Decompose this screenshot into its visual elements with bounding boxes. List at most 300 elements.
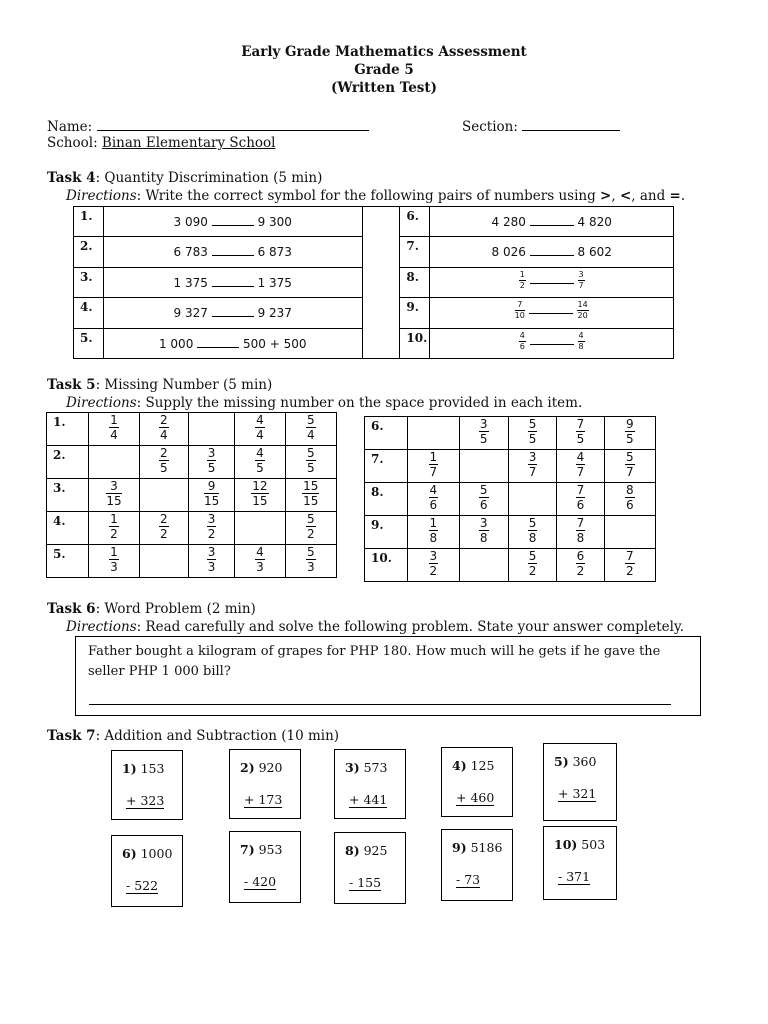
denominator: 15	[252, 494, 268, 508]
answer-blank[interactable]	[212, 306, 254, 317]
missing-number-cell[interactable]	[508, 483, 556, 516]
answer-blank[interactable]	[212, 276, 254, 287]
card-bottom-number: 323	[140, 793, 165, 808]
answer-blank[interactable]	[530, 245, 574, 256]
card-bottom	[456, 790, 494, 806]
numerator: 2	[159, 512, 168, 526]
fraction-cell	[604, 549, 655, 582]
operator: -	[126, 878, 135, 893]
denominator: 4	[306, 428, 315, 442]
denominator: 6	[479, 498, 488, 512]
arithmetic-card	[441, 747, 513, 817]
missing-number-cell[interactable]	[139, 479, 188, 512]
left-number: 8 026	[491, 245, 526, 259]
denominator: 3	[306, 560, 315, 574]
fraction-cell	[508, 417, 556, 450]
denominator: 2	[159, 527, 168, 541]
right-number: 4 820	[577, 215, 612, 229]
school-value: Binan Elementary School	[101, 135, 276, 151]
fraction-cell	[285, 479, 336, 512]
item-number: 7.	[400, 237, 430, 268]
denominator: 5	[207, 461, 216, 475]
compare-item	[430, 329, 674, 359]
task5-row	[47, 512, 337, 545]
arithmetic-card	[229, 831, 301, 903]
task5-right-table	[364, 416, 656, 582]
school-row	[47, 135, 275, 151]
right-fraction	[578, 271, 585, 290]
card-top-number: 920	[254, 760, 283, 775]
compare-item	[103, 268, 362, 298]
card-top	[240, 760, 282, 775]
numerator: 7	[625, 549, 634, 563]
numerator: 3	[479, 516, 488, 530]
numerator: 7	[576, 516, 585, 530]
operator: +	[244, 792, 259, 807]
numerator: 3	[207, 545, 216, 559]
fraction	[576, 418, 586, 445]
card-top-number: 1000	[136, 846, 173, 861]
fraction	[306, 414, 316, 441]
fraction	[255, 414, 265, 441]
fraction-cell	[89, 512, 139, 545]
left-number: 4 280	[491, 215, 526, 229]
missing-number-cell[interactable]	[235, 512, 285, 545]
item-number: 10.	[365, 549, 408, 582]
card-bottom	[349, 875, 381, 891]
task6-directions-label: Directions	[66, 619, 137, 635]
numerator: 7	[576, 483, 585, 497]
numerator: 3	[528, 450, 537, 464]
fraction	[109, 513, 119, 540]
card-top-number: 360	[568, 754, 597, 769]
fraction-cell	[139, 413, 188, 446]
task5-title: : Missing Number (5 min)	[95, 377, 273, 393]
numerator: 5	[306, 413, 315, 427]
task6-label: Task 6	[47, 601, 96, 617]
numerator: 1	[110, 512, 118, 526]
denominator: 8	[479, 531, 488, 545]
card-bottom-number: 441	[363, 792, 388, 807]
denominator: 7	[429, 465, 438, 479]
item-number: 3.	[47, 479, 89, 512]
right-number: 9 237	[257, 306, 292, 320]
left-number: 3 090	[173, 215, 208, 229]
denominator: 2	[519, 281, 525, 290]
card-bottom	[558, 786, 596, 802]
card-number: 1)	[122, 761, 137, 776]
numerator: 4	[429, 483, 438, 497]
denominator: 8	[576, 531, 585, 545]
task4-table	[73, 206, 674, 359]
task5-left-table	[46, 412, 337, 578]
numerator: 2	[159, 413, 168, 427]
compare-item	[430, 298, 674, 329]
denominator: 15	[203, 494, 220, 508]
answer-blank[interactable]	[530, 273, 574, 284]
fraction-cell	[188, 479, 234, 512]
card-bottom-number: 155	[357, 875, 382, 890]
left-fraction	[519, 332, 526, 351]
missing-number-cell[interactable]	[604, 516, 655, 549]
denominator: 7	[576, 465, 585, 479]
fraction-cell	[557, 450, 604, 483]
answer-blank[interactable]	[530, 215, 574, 226]
item-number: 5.	[74, 329, 104, 359]
denominator: 6	[625, 498, 634, 512]
problem-line-2: seller PHP 1 000 bill?	[88, 664, 231, 679]
card-top-number: 925	[359, 843, 388, 858]
answer-blank[interactable]	[529, 303, 573, 314]
denominator: 2	[306, 527, 315, 541]
fraction-cell	[408, 516, 459, 549]
denominator: 5	[159, 461, 168, 475]
right-number: 500 + 500	[242, 337, 307, 351]
fraction-cell	[285, 512, 336, 545]
numerator: 3	[578, 270, 584, 279]
numerator: 2	[159, 446, 168, 460]
task4-row	[74, 207, 674, 237]
fraction-cell	[285, 545, 336, 578]
fraction	[576, 484, 586, 511]
denominator: 5	[479, 432, 488, 446]
card-top-number: 953	[254, 842, 283, 857]
operator: +	[126, 793, 141, 808]
task4-directions-label: Directions	[66, 188, 137, 204]
denominator: 5	[576, 432, 585, 446]
card-number: 8)	[345, 843, 360, 858]
item-number: 1.	[47, 413, 89, 446]
denominator: 2	[110, 527, 118, 541]
task4-label: Task 4	[47, 170, 96, 186]
task4-title: : Quantity Discrimination (5 min)	[95, 170, 323, 186]
compare-item	[103, 329, 362, 359]
left-fraction	[515, 301, 525, 320]
fraction-cell	[235, 413, 285, 446]
operator: +	[349, 792, 364, 807]
numerator: 1	[110, 545, 118, 559]
numerator: 4	[256, 413, 264, 427]
doc-subtitle: (Written Test)	[330, 80, 438, 96]
denominator: 4	[110, 428, 118, 442]
card-top	[345, 843, 387, 858]
word-problem-box	[75, 636, 701, 716]
task4-and: and	[639, 188, 666, 204]
fraction-cell	[285, 413, 336, 446]
operator: -	[558, 869, 567, 884]
numerator: 4	[256, 446, 264, 460]
fraction	[306, 447, 316, 474]
card-bottom-number: 173	[258, 792, 283, 807]
numerator: 1	[110, 413, 118, 427]
right-number: 1 375	[257, 276, 292, 290]
card-bottom	[558, 869, 590, 885]
fraction-cell	[139, 446, 188, 479]
grade-label: Grade 5	[354, 62, 414, 78]
arithmetic-card	[543, 826, 617, 900]
fraction	[479, 418, 489, 445]
task5-directions-label: Directions	[66, 395, 137, 411]
card-bottom	[349, 792, 387, 808]
denominator: 7	[528, 465, 537, 479]
task5-row	[365, 516, 656, 549]
answer-blank[interactable]	[530, 334, 574, 345]
denominator: 10	[514, 311, 525, 320]
fraction-cell	[459, 483, 508, 516]
fraction-cell	[604, 483, 655, 516]
fraction	[625, 550, 635, 577]
numerator: 1	[429, 516, 438, 530]
fraction-cell	[557, 417, 604, 450]
denominator: 8	[578, 342, 584, 351]
numerator: 5	[306, 545, 315, 559]
card-number: 9)	[452, 840, 467, 855]
fraction-cell	[188, 446, 234, 479]
task4-sym-eq: =	[669, 188, 681, 204]
denominator: 5	[625, 432, 634, 446]
fraction-cell	[89, 545, 139, 578]
fraction	[306, 546, 316, 573]
numerator: 3	[207, 446, 216, 460]
denominator: 2	[625, 564, 634, 578]
item-number: 8.	[400, 268, 430, 298]
fraction-cell	[89, 479, 139, 512]
fraction	[207, 546, 217, 573]
fraction	[528, 451, 538, 478]
item-number: 9.	[365, 516, 408, 549]
section-row	[462, 117, 620, 135]
fraction	[625, 418, 635, 445]
item-number: 10.	[400, 329, 430, 359]
left-number: 1 000	[158, 337, 194, 351]
fraction-cell	[188, 512, 234, 545]
fraction	[625, 484, 635, 511]
doc-title: Early Grade Mathematics Assessment	[241, 44, 527, 60]
card-bottom	[126, 878, 158, 894]
numerator: 14	[577, 300, 588, 309]
card-bottom	[244, 792, 282, 808]
denominator: 7	[625, 465, 634, 479]
missing-number-cell[interactable]	[459, 450, 508, 483]
item-number: 4.	[47, 512, 89, 545]
card-number: 10)	[554, 837, 578, 852]
task5-directions	[66, 395, 582, 411]
fraction-cell	[235, 545, 285, 578]
card-number: 2)	[240, 760, 255, 775]
item-number: 2.	[74, 237, 104, 268]
denominator: 3	[110, 560, 118, 574]
compare-item	[430, 237, 674, 268]
card-bottom	[244, 874, 276, 890]
fraction-cell	[235, 479, 285, 512]
numerator: 4	[256, 545, 264, 559]
missing-number-cell[interactable]	[89, 446, 139, 479]
answer-blank[interactable]	[212, 215, 254, 226]
numerator: 5	[528, 516, 537, 530]
denominator: 5	[528, 432, 537, 446]
section-field[interactable]	[522, 117, 620, 131]
item-number: 7.	[365, 450, 408, 483]
denominator: 2	[528, 564, 537, 578]
card-number: 3)	[345, 760, 360, 775]
numerator: 7	[515, 301, 525, 311]
task5-row	[47, 545, 337, 578]
numerator: 7	[576, 417, 585, 431]
denominator: 8	[528, 531, 537, 545]
card-top	[240, 842, 282, 857]
fraction	[479, 484, 489, 511]
denominator: 6	[429, 498, 438, 512]
numerator: 5	[479, 483, 488, 497]
numerator: 9	[204, 480, 219, 494]
fraction	[207, 447, 217, 474]
numerator: 3	[429, 549, 438, 563]
task4-heading	[47, 170, 322, 186]
task7-heading	[47, 728, 339, 744]
denominator: 7	[578, 281, 584, 290]
answer-line[interactable]	[89, 704, 671, 705]
numerator: 1	[429, 450, 438, 464]
task5-heading	[47, 377, 272, 393]
card-bottom-number: 420	[252, 874, 277, 889]
arithmetic-card	[441, 829, 513, 901]
denominator: 2	[207, 527, 216, 541]
fraction	[255, 546, 265, 573]
card-bottom	[456, 872, 480, 888]
denominator: 8	[429, 531, 438, 545]
fraction-cell	[508, 516, 556, 549]
denominator: 6	[576, 498, 585, 512]
school-label: School:	[47, 135, 98, 151]
numerator: 12	[252, 479, 268, 493]
answer-blank[interactable]	[212, 245, 254, 256]
task6-directions	[66, 619, 684, 635]
fraction	[429, 550, 439, 577]
operator: -	[244, 874, 253, 889]
missing-number-cell[interactable]	[139, 545, 188, 578]
task5-row	[365, 450, 656, 483]
answer-blank[interactable]	[197, 337, 239, 348]
denominator: 3	[207, 560, 216, 574]
fraction	[109, 546, 119, 573]
fraction-cell	[604, 417, 655, 450]
denominator: 15	[106, 494, 122, 508]
item-number: 1.	[74, 207, 104, 237]
fraction	[479, 517, 489, 544]
denominator: 4	[256, 428, 264, 442]
arithmetic-card	[111, 750, 183, 820]
item-number: 6.	[400, 207, 430, 237]
denominator: 2	[429, 564, 438, 578]
item-number: 8.	[365, 483, 408, 516]
task4-directions: Directions: Write the correct symbol for the following pairs of numbers using >, <, and =.	[66, 188, 686, 204]
card-top-number: 5186	[466, 840, 503, 855]
fraction-cell	[188, 545, 234, 578]
operator: +	[558, 786, 573, 801]
fraction	[576, 550, 586, 577]
arithmetic-card	[229, 749, 301, 819]
card-number: 7)	[240, 842, 255, 857]
left-number: 9 327	[173, 306, 208, 320]
numerator: 8	[625, 483, 634, 497]
task5-row	[47, 479, 337, 512]
compare-item	[430, 268, 674, 298]
task6-title: : Word Problem (2 min)	[95, 601, 256, 617]
card-top	[554, 837, 605, 852]
fraction	[207, 513, 217, 540]
numerator: 5	[625, 450, 634, 464]
card-bottom-number: 460	[470, 790, 495, 805]
name-row	[47, 117, 369, 135]
right-number: 9 300	[257, 215, 292, 229]
fraction-cell	[557, 516, 604, 549]
fraction	[429, 517, 439, 544]
item-number: 6.	[365, 417, 408, 450]
missing-number-cell[interactable]	[188, 413, 234, 446]
numerator: 4	[576, 450, 585, 464]
right-number: 6 873	[257, 245, 292, 259]
fraction-cell	[285, 446, 336, 479]
fraction	[255, 447, 265, 474]
task5-row	[47, 446, 337, 479]
card-top	[452, 840, 502, 855]
arithmetic-card	[334, 749, 406, 819]
numerator: 15	[303, 479, 319, 493]
task5-row	[365, 549, 656, 582]
fraction-cell	[508, 549, 556, 582]
left-number: 6 783	[173, 245, 208, 259]
denominator: 15	[303, 494, 319, 508]
right-fraction	[577, 301, 589, 320]
fraction-cell	[604, 450, 655, 483]
fraction	[106, 480, 121, 507]
compare-item	[103, 237, 362, 268]
fraction	[159, 513, 169, 540]
fraction	[159, 414, 169, 441]
name-field[interactable]	[97, 117, 369, 131]
arithmetic-card	[334, 832, 406, 904]
operator: -	[349, 875, 358, 890]
card-top	[345, 760, 387, 775]
task7-title: : Addition and Subtraction (10 min)	[95, 728, 340, 744]
item-number: 3.	[74, 268, 104, 298]
compare-item	[430, 207, 674, 237]
arithmetic-card	[111, 835, 183, 907]
numerator: 3	[479, 417, 488, 431]
numerator: 4	[519, 331, 525, 340]
card-bottom-number: 73	[464, 872, 481, 887]
task5-row	[365, 417, 656, 450]
task5-row	[47, 413, 337, 446]
fraction-cell	[139, 512, 188, 545]
card-number: 4)	[452, 758, 467, 773]
item-number: 5.	[47, 545, 89, 578]
section-label: Section:	[462, 119, 518, 135]
missing-number-cell[interactable]	[459, 549, 508, 582]
denominator: 5	[256, 461, 264, 475]
numerator: 3	[106, 480, 121, 494]
card-number: 5)	[554, 754, 569, 769]
card-number: 6)	[122, 846, 137, 861]
fraction	[251, 480, 268, 507]
task5-row	[365, 483, 656, 516]
missing-number-cell[interactable]	[408, 417, 459, 450]
card-top	[554, 754, 596, 769]
card-top-number: 573	[359, 760, 388, 775]
numerator: 4	[578, 331, 584, 340]
card-top-number: 125	[466, 758, 495, 773]
task7-label: Task 7	[47, 728, 96, 744]
